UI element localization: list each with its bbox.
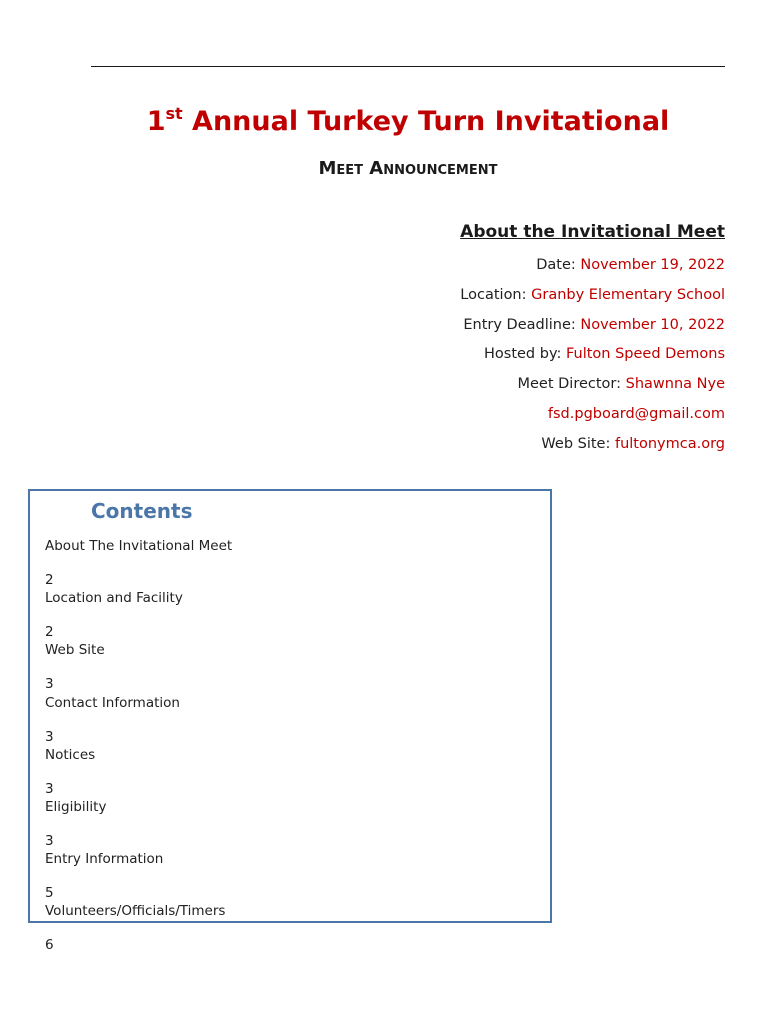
about-row-value: November 10, 2022	[580, 316, 725, 333]
about-row-entry-deadline	[325, 311, 725, 341]
page-title	[0, 106, 770, 137]
toc-item[interactable]	[45, 537, 525, 589]
toc-item[interactable]	[45, 798, 525, 850]
about-row-value: Granby Elementary School	[531, 286, 725, 303]
toc-item-label[interactable]: Notices	[45, 746, 96, 763]
website-link[interactable]: fultonymca.org	[614, 435, 725, 452]
about-row-web-site	[325, 430, 725, 460]
toc-item-page: 2	[45, 572, 54, 588]
about-row-value: November 19, 2022	[580, 257, 725, 273]
title-ordinal-suffix: st	[165, 104, 183, 123]
toc-item-label[interactable]: Entry Information	[45, 851, 164, 868]
toc-item-label[interactable]: Eligibility	[45, 798, 107, 815]
title-text: Annual Turkey Turn Invitational	[182, 106, 670, 137]
toc-item-label[interactable]: Volunteers/Officials/Timers	[45, 903, 226, 920]
about-row-label: Entry Deadline:	[463, 316, 581, 333]
about-section	[325, 222, 725, 460]
email-link[interactable]: fsd.pgboard@gmail.com	[547, 405, 725, 422]
contents-box	[28, 489, 552, 954]
page-subtitle: Meet Announcement	[318, 158, 498, 179]
toc-item-page: 3	[45, 832, 54, 849]
toc-item[interactable]	[45, 589, 525, 641]
about-row-meet-director	[325, 370, 725, 400]
toc-item-page: 3	[45, 780, 54, 797]
toc-item-label[interactable]: About The Invitational Meet	[45, 538, 233, 554]
about-row-label: Meet Director:	[517, 376, 626, 393]
about-row-hosted-by	[325, 340, 725, 370]
about-row-email	[325, 400, 725, 430]
toc-item-page: 5	[45, 885, 54, 902]
toc-item-page: 6	[45, 937, 54, 954]
about-row-value: Shawnna Nye	[625, 376, 725, 393]
toc-item-label[interactable]: Contact Information	[45, 694, 180, 711]
toc-item-label[interactable]: Location and Facility	[45, 590, 183, 607]
about-row-label: Web Site:	[541, 435, 615, 452]
toc-item-page: 3	[45, 676, 54, 693]
toc-item[interactable]	[45, 746, 525, 798]
toc-item-page: 3	[45, 728, 54, 745]
header-rule	[91, 66, 725, 67]
toc-item[interactable]	[45, 850, 525, 902]
toc-item-label[interactable]: Web Site	[45, 642, 105, 659]
contents-list	[45, 537, 525, 955]
about-heading: About the Invitational Meet	[460, 222, 725, 242]
toc-item-page: 2	[45, 624, 54, 641]
about-row-location	[325, 281, 725, 311]
about-row-label: Location:	[460, 286, 532, 303]
about-row-label: Hosted by:	[484, 346, 566, 363]
title-ordinal: 1	[146, 106, 166, 137]
about-row-date	[325, 251, 725, 281]
toc-item[interactable]	[45, 694, 525, 746]
about-row-value: Fulton Speed Demons	[565, 346, 725, 363]
about-row-label: Date:	[536, 257, 581, 273]
toc-item[interactable]	[45, 902, 525, 954]
toc-item[interactable]	[45, 641, 525, 693]
contents-heading: Contents	[91, 499, 193, 523]
